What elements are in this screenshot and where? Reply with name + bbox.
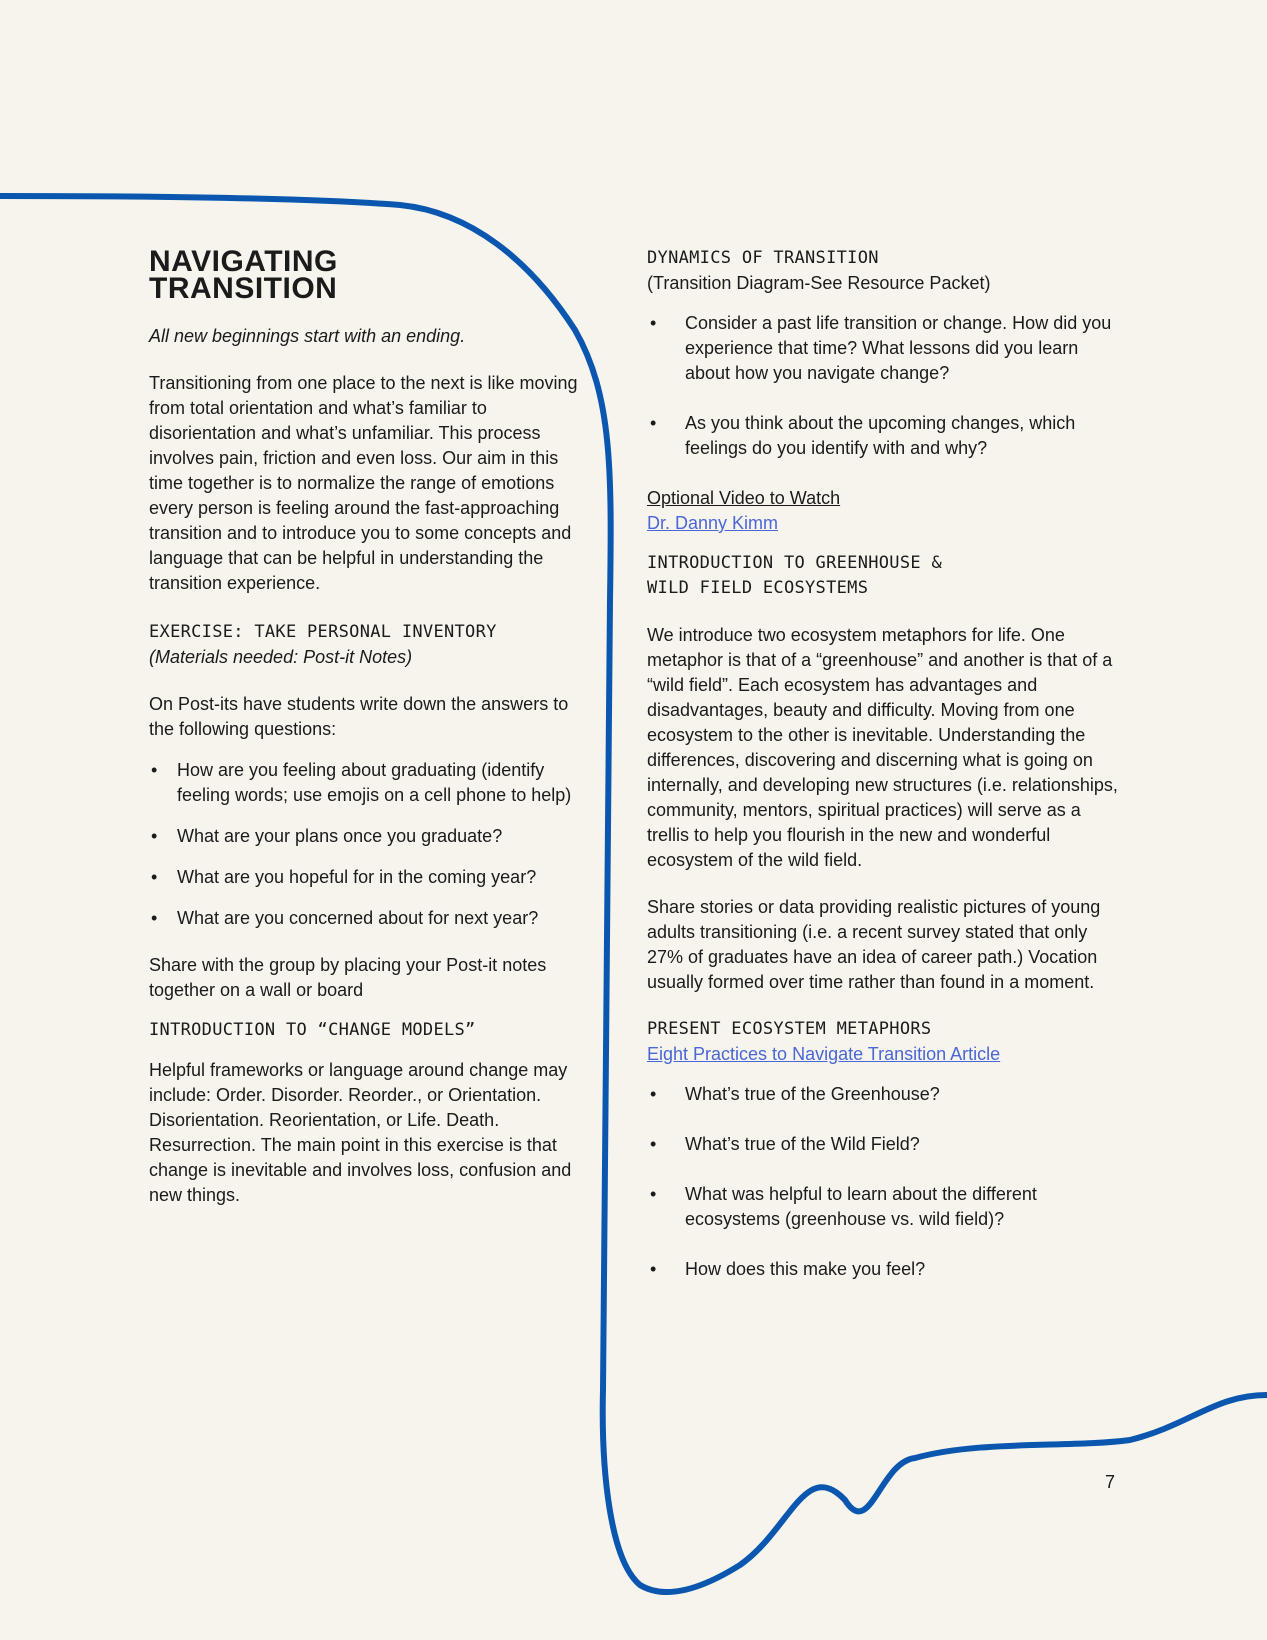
change-models-heading: INTRODUCTION TO “CHANGE MODELS” <box>149 1020 476 1040</box>
present-ecosystems-heading: PRESENT ECOSYSTEM METAPHORS <box>647 1019 932 1039</box>
video-link[interactable]: Dr. Danny Kimm <box>647 513 779 533</box>
article-link[interactable]: Eight Practices to Navigate Transition Article <box>647 1044 1001 1064</box>
right-column <box>647 246 1127 1307</box>
list-item: • What’s true of the Wild Field? <box>647 1132 1127 1157</box>
list-item: • What was helpful to learn about the different ecosystems (greenhouse vs. wild field)? <box>647 1182 1127 1232</box>
intro-paragraph: Transitioning from one place to the next is like moving from total orientation and what’s familiar to disorientation and what’s unfamiliar. This process involves pain, friction and even loss. Our aim in this time together is to normalize the range of emotions every person is feeling around the fast-approaching transition and to introduce you to some concepts and language that can be helpful in understanding the transition experience. <box>149 373 578 593</box>
tagline: All new beginnings start with an ending. <box>149 326 466 346</box>
list-item: • As you think about the upcoming changes, which feelings do you identify with and why? <box>647 411 1127 461</box>
list-item: • How does this make you feel? <box>647 1257 1127 1282</box>
exercise-heading: EXERCISE: TAKE PERSONAL INVENTORY <box>149 622 497 642</box>
dynamics-subtitle: (Transition Diagram-See Resource Packet) <box>647 273 991 293</box>
exercise-materials: (Materials needed: Post-it Notes) <box>149 647 413 667</box>
ecosystems-heading-line-1: INTRODUCTION TO GREENHOUSE & <box>647 553 942 573</box>
left-column <box>149 245 589 1208</box>
list-item: • How are you feeling about graduating (identify feeling words; use emojis on a cell phone to help) <box>149 758 589 808</box>
share-text: Share with the group by placing your Post-it notes together on a wall or board <box>149 955 547 1000</box>
title-line-2: TRANSITION <box>149 272 338 305</box>
page-title <box>149 245 589 305</box>
change-models-text: Helpful frameworks or language around change may include: Order. Disorder. Reorder., or Orientation. Disorientation. Reorientation, or Life. Death. Resurrection. The main point in this exercise is that change is inevitable and involves loss, confusion and new things. <box>149 1060 572 1205</box>
list-item: • Consider a past life transition or change. How did you experience that time? What lessons did you learn about how you navigate change? <box>647 311 1127 386</box>
title-line-1: NAVIGATING <box>149 245 338 278</box>
ecosystems-heading-line-2: WILD FIELD ECOSYSTEMS <box>647 578 869 598</box>
dynamics-heading: DYNAMICS OF TRANSITION <box>647 248 879 268</box>
exercise-text: On Post-its have students write down the answers to the following questions: <box>149 694 569 739</box>
inventory-question-list <box>149 758 589 931</box>
list-item: • What are you concerned about for next year? <box>149 906 589 931</box>
ecosystems-text: We introduce two ecosystem metaphors for life. One metaphor is that of a “greenhouse” and another is that of a “wild field”. Each ecosystem has advantages and disadvantages, beauty and difficulty. Moving from one ecosystem to the other is inevitable. Understanding the differences, discovering and discerning what is going on internally, and developing new structures (i.e. relationships, community, mentors, spiritual practices) will serve as a trellis to help you flourish in the new and wonderful ecosystem of the wild field. <box>647 625 1118 870</box>
list-item: • What are you hopeful for in the coming year? <box>149 865 589 890</box>
page-number: 7 <box>1105 1472 1116 1492</box>
optional-video-label: Optional Video to Watch <box>647 488 841 508</box>
dynamics-question-list <box>647 311 1127 461</box>
list-item: • What are your plans once you graduate? <box>149 824 589 849</box>
present-question-list <box>647 1082 1127 1282</box>
stories-text: Share stories or data providing realistic pictures of young adults transitioning (i.e. a recent survey stated that only 27% of graduates have an idea of career path.) Vocation usually formed over time rather than found in a moment. <box>647 897 1101 992</box>
list-item: • What’s true of the Greenhouse? <box>647 1082 1127 1107</box>
